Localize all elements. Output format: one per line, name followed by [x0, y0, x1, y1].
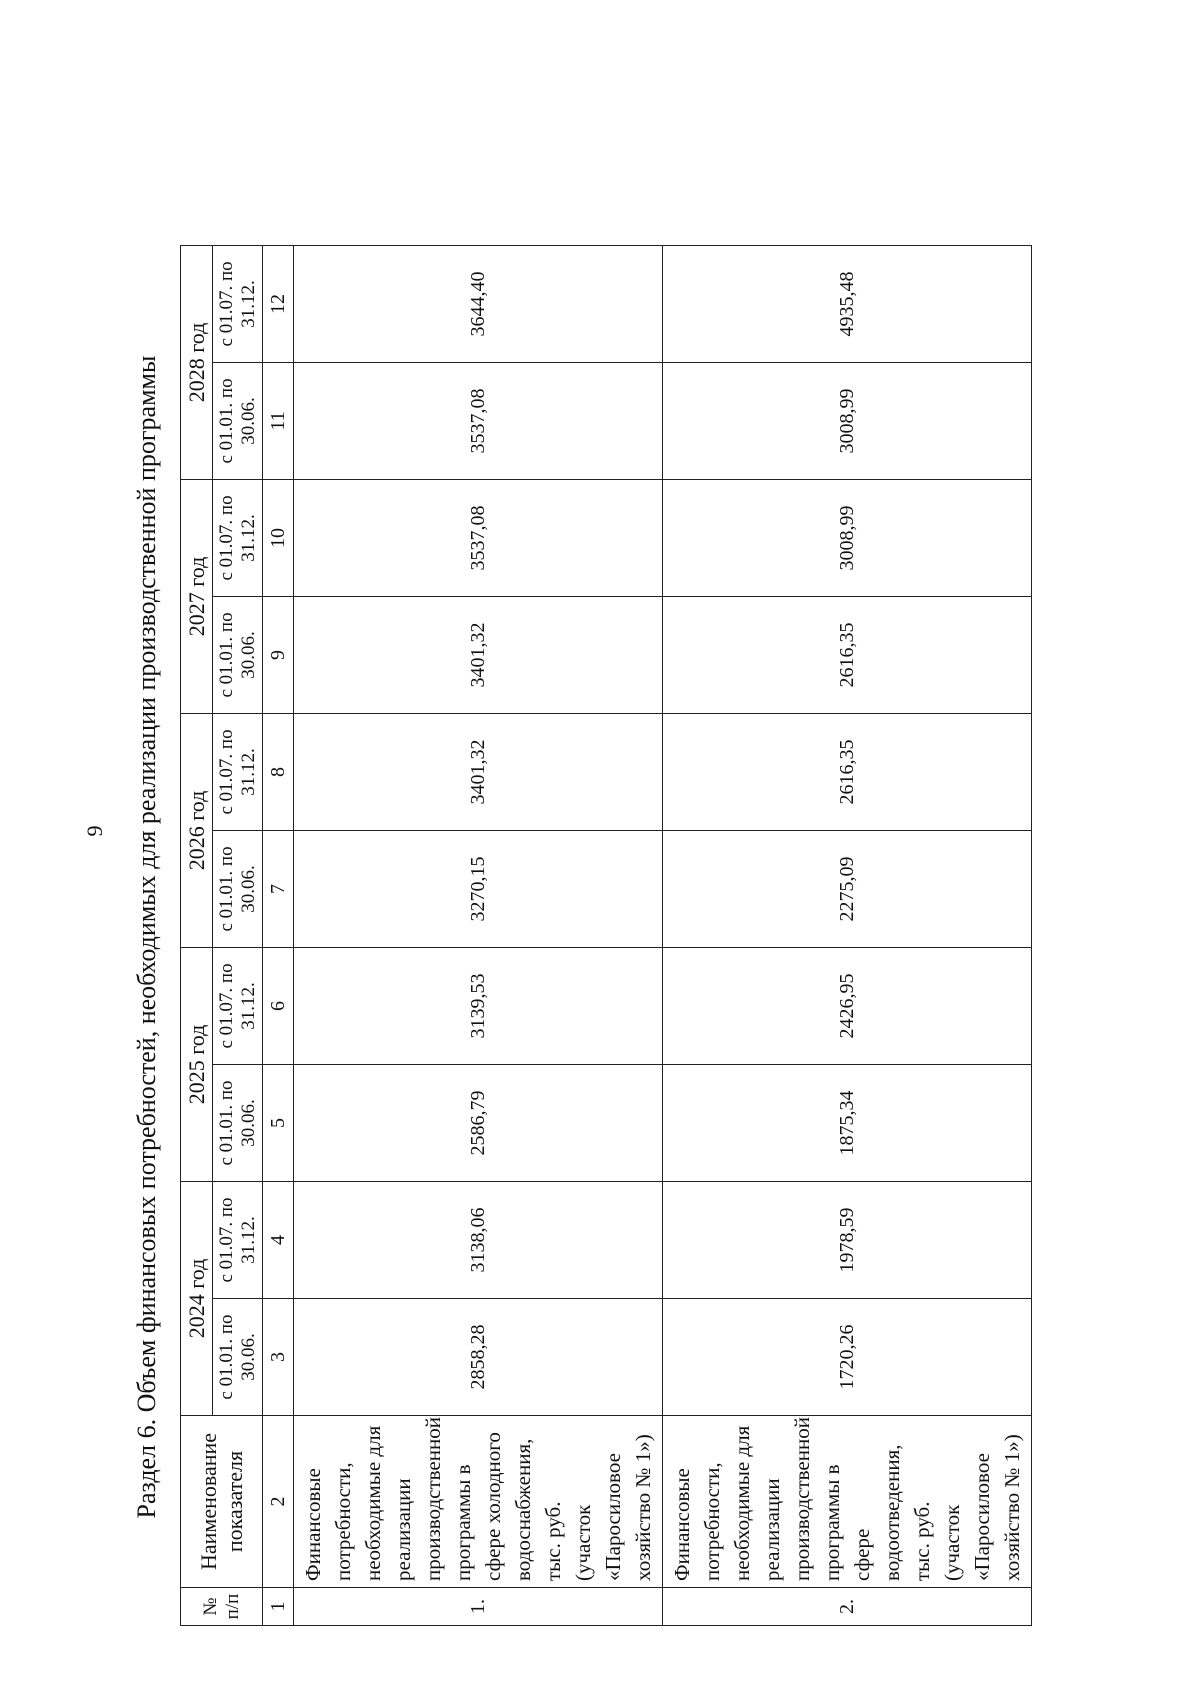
- row-number: 2.: [663, 1588, 1032, 1626]
- value-cell: 3537,08: [294, 362, 663, 479]
- value-cell: 3537,08: [294, 479, 663, 596]
- value-cell: 3139,53: [294, 947, 663, 1064]
- value-cell: 2616,35: [663, 713, 1032, 830]
- header-period: с 01.01. по 30.06.: [213, 1299, 263, 1416]
- header-year: 2025 год: [181, 947, 213, 1181]
- header-col-no: № п/п: [181, 1588, 263, 1626]
- value-cell: 3138,06: [294, 1181, 663, 1298]
- header-year: 2026 год: [181, 713, 213, 947]
- value-cell: 2616,35: [663, 596, 1032, 713]
- page-number: 9: [82, 825, 107, 837]
- header-period: с 01.01. по 30.06.: [213, 1064, 263, 1181]
- value-cell: 1978,59: [663, 1181, 1032, 1298]
- row-number: 1.: [294, 1588, 663, 1626]
- column-number: 9: [263, 596, 294, 713]
- header-period: с 01.07. по 31.12.: [213, 245, 263, 362]
- value-cell: 2858,28: [294, 1299, 663, 1416]
- value-cell: 2586,79: [294, 1064, 663, 1181]
- header-period: с 01.07. по 31.12.: [213, 479, 263, 596]
- section-title: Раздел 6. Объем финансовых потребностей, необходимых для реализации производственной программы: [132, 355, 161, 1519]
- column-number: 8: [263, 713, 294, 830]
- header-year: 2027 год: [181, 479, 213, 713]
- header-year: 2028 год: [181, 245, 213, 479]
- header-row-years: [181, 245, 213, 1625]
- row-indicator-name: Финансовые потребности, необходимые для реализации производственной программы в сфере водоотведения, тыс. руб. (участок «Паросиловое хозяйство № 1»): [663, 1416, 1032, 1588]
- value-cell: 3401,32: [294, 596, 663, 713]
- value-cell: 3401,32: [294, 713, 663, 830]
- header-period: с 01.07. по 31.12.: [213, 947, 263, 1064]
- column-number: 6: [263, 947, 294, 1064]
- column-number: 11: [263, 362, 294, 479]
- table-row: [663, 245, 1032, 1625]
- financial-needs-table: [180, 245, 1032, 1626]
- header-col-name: Наименование показателя: [181, 1416, 263, 1588]
- rotated-content: [125, 237, 1200, 1637]
- value-cell: 3008,99: [663, 479, 1032, 596]
- value-cell: 4935,48: [663, 245, 1032, 362]
- header-period: с 01.01. по 30.06.: [213, 830, 263, 947]
- header-year: 2024 год: [181, 1181, 213, 1415]
- header-period: с 01.01. по 30.06.: [213, 596, 263, 713]
- column-number: 4: [263, 1181, 294, 1298]
- value-cell: 3008,99: [663, 362, 1032, 479]
- table-row: [294, 245, 663, 1625]
- value-cell: 3644,40: [294, 245, 663, 362]
- column-number-row: [263, 245, 294, 1625]
- header-period: с 01.01. по 30.06.: [213, 362, 263, 479]
- value-cell: 2426,95: [663, 947, 1032, 1064]
- column-number: 2: [263, 1416, 294, 1588]
- value-cell: 1875,34: [663, 1064, 1032, 1181]
- column-number: 5: [263, 1064, 294, 1181]
- header-period: с 01.07. по 31.12.: [213, 1181, 263, 1298]
- value-cell: 1720,26: [663, 1299, 1032, 1416]
- column-number: 7: [263, 830, 294, 947]
- header-period: с 01.07. по 31.12.: [213, 713, 263, 830]
- value-cell: 3270,15: [294, 830, 663, 947]
- column-number: 1: [263, 1588, 294, 1626]
- column-number: 10: [263, 479, 294, 596]
- row-indicator-name: Финансовые потребности, необходимые для реализации производственной программы в сфере холодного водоснабжения, тыс. руб. (участок «Паросиловое хозяйство № 1»): [294, 1416, 663, 1588]
- column-number: 12: [263, 245, 294, 362]
- value-cell: 2275,09: [663, 830, 1032, 947]
- column-number: 3: [263, 1299, 294, 1416]
